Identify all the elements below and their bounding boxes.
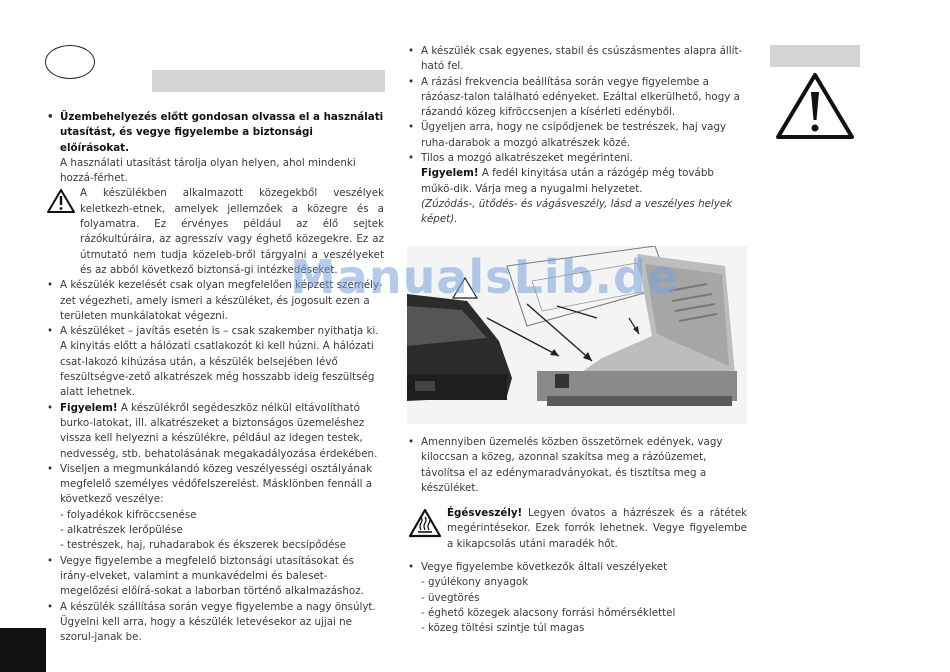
intro-text: A használati utasítást tárolja olyan helyen, ahol mindenki hozzá-férhet. (60, 156, 356, 185)
lid-warning-text: A fedél kinyitása után a rázógép még tovább műkö-dik. Várja meg a nyugalmi helyzetet. (421, 167, 714, 195)
hazard-item: - testrészek, haj, ruhadarabok és ékszerek becsípődése (60, 539, 347, 552)
right-column-top (407, 44, 747, 228)
attention-label: Figyelem! (421, 167, 479, 180)
small-warning-triangle-icon (46, 188, 76, 214)
burn-label: Égésveszély! (447, 507, 523, 520)
burn-warning (447, 506, 747, 552)
hazard-item: - éghető közegek alacsony forrási hőmérséklettel (421, 606, 676, 619)
bullet-protective: • Viseljen a megmunkálandó közeg veszélyességi osztályának megfelelő személyes védőfelszerelést. Másklönben fennáll a következő veszélye: (46, 462, 384, 508)
hazard-item: - üvegtörés (421, 591, 480, 604)
hazard-item: - közeg töltési szintje túl magas (421, 622, 585, 635)
watermark: ManualsLib.de (290, 250, 680, 304)
lid-warning (407, 166, 747, 197)
bullet-pinch: • Ügyeljen arra, hogy ne csípődjenek be testrészek, haj vagy ruha-darabok a mozgó alkatrészek közé. (407, 120, 747, 151)
hazard-item: - folyadékok kifröccsenése (60, 508, 197, 521)
bullet-transport: • A készülék szállítása során vegye figyelembe a nagy önsúlyt. Ügyelni kell arra, hogy a készülék letevésekor az ujjai ne szorul-janak be. (46, 600, 384, 646)
page-corner-tab (0, 628, 46, 672)
attention-label: Figyelem! (60, 401, 118, 414)
hazard-item: - gyúlékony anyagok (421, 576, 529, 589)
language-oval (45, 45, 95, 79)
hazard-item: - alkatrészek lerőpülése (60, 524, 183, 537)
side-header-bar (770, 45, 860, 67)
bullet-opening: • A készüléket – javítás esetén is – csak szakember nyithatja ki. A kinyitás előtt a hálózati csatlakozót ki kell húzni. A hálózati csat-lakozó kihúzása után, a készülék belsejében lévő feszültségve-zető alkatrészek még hosszabb ideig feszültség alatt lehetnek. (46, 324, 384, 400)
warning-text: A készülékben alkalmazott közegekből veszélyek keletkezh-etnek, amelyek jellemzőek a közegre és a folyamatra. Ez érvényes például az élő sejtek rázókultúráira, az agresszív vagy éghető közegekre. Ez az útmutató nem tudja közeleb-bről tárgyalni a veszélyeket és az abból következő biztonsá-gi intézkedéseket. (80, 187, 384, 276)
bullet-breakage: • Amennyiben üzemelés közben összetörnek edények, vagy kiloccsan a közeg, azonnal szakítsa meg a rázóüzemet, távolítsa el az edénymaradványokat, és tisztítsa meg a készüléket. (407, 435, 747, 496)
intro-bold-bullet: • Üzembehelyezés előtt gondosan olvassa el a használati utasítást, és vegye figyelembe a biztonsági előírásokat. (46, 110, 384, 156)
hazard-note: (Zúzódás-, ütődés- és vágásveszély, lásd a veszélyes helyek képet). (421, 197, 733, 226)
section-header-bar (152, 70, 385, 92)
bullet-regulations: • Vegye figyelembe a megfelelő biztonsági utasításokat és irány-elveket, valamint a munkavédelmi és baleset-megelőzési előírá-sokat a laborban történő alkalmazáshoz. (46, 554, 384, 600)
warning-triangle-icon (775, 72, 855, 140)
burn-warning-block (407, 506, 747, 552)
hot-surface-warning-icon (408, 508, 442, 538)
right-column-bottom (407, 435, 747, 637)
bullet-covers (46, 401, 384, 462)
bullet-moving-parts: • Tilos a mozgó alkatrészeket megérinteni. (407, 151, 747, 166)
bullet-staff: • A készülék kezelését csak olyan megfelelően képzett személy-zet végezheti, amely ismeri a készüléket, és jogosult ezen a területen munkálatokat végezni. (46, 278, 384, 324)
burn-text: Legyen óvatos a házrészek és a rátétek megérintésekor. Ezek forrók lehetnek. Vegye figyelembe a kikapcsolás utáni maradék hőt. (447, 507, 747, 550)
bullet-hazards: • Vegye figyelembe következők általi veszélyeket (407, 560, 747, 575)
bullet-frequency: • A rázási frekvencia beállítása során vegye figyelembe a rázóasz-talon található edényeket. Ezáltal elkerülhető, hogy a rázandó közeg kifröccsenjen a kísérleti edényből. (407, 75, 747, 121)
left-column (46, 110, 384, 645)
bullet-surface: • A készülék csak egyenes, stabil és csúszásmentes alapra állít-ható fel. (407, 44, 747, 75)
bullet-covers-text: A készülékről segédeszköz nélkül eltávolítható burko-latokat, ill. alkatrészeket a biztonságos üzemeléshez vissza kell helyezni a készülékre, például az idegen testek, nedvesség, stb. behatolásának megakadályozása érdekében. (60, 401, 378, 460)
